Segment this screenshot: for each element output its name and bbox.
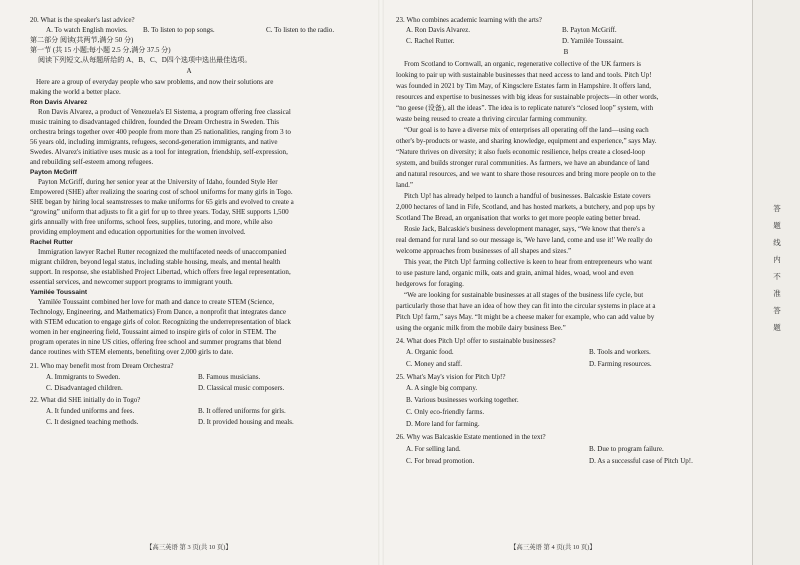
margin-char: 准	[773, 289, 781, 298]
paragraph-line: essential services, and newcomer support programs to immigrant youth.	[30, 278, 233, 286]
paragraph-line: real demand for rural land so our message is, 'We have land, come and use it!' We really do	[396, 236, 653, 244]
paragraph-line: looking to pair up with sustainable businesses that need access to land and tools. Pitch Up!	[396, 71, 652, 79]
paragraph-line: program operates in nine US cities, offering free school and summer programs that blend	[30, 338, 282, 346]
page-footer-right: 【高三英语 第 4 页(共 10 页)】	[510, 544, 596, 551]
q22-option-c: C. It designed teaching methods.	[46, 418, 139, 426]
paragraph-line: providing employment and education opportunities for the women involved.	[30, 228, 246, 236]
paragraph-line: women in her engineering field, Toussaint aimed to inspire girls of color in STEM. The	[30, 328, 277, 336]
q24-option-c: C. Money and staff.	[406, 360, 463, 368]
paragraph-line: system, and builds stronger rural communities. As farmers, we have an abundance of land	[396, 159, 650, 167]
paragraph-line: girls annually with free uniforms, school fees, supplies, tutoring, and more, while also	[30, 218, 273, 226]
paragraph-line: migrant children, beyond legal status, including stable housing, meals, and mental health	[30, 258, 281, 266]
margin-char: 答	[773, 306, 781, 315]
paragraph-line: Swedes. Alvarez's initiative uses music as a tool for integration, friendship, self-expression,	[30, 148, 288, 156]
paragraph-line: Scotland The Bread, an organisation that works to get more people eating better bread.	[396, 214, 641, 222]
paragraph-line: support. In response, she established Project Libertad, which offers free legal representation,	[30, 268, 291, 276]
q22-option-d: D. It provided housing and meals.	[198, 418, 294, 426]
paragraph-line: welcome approaches from businesses of all shapes and sizes.”	[396, 247, 572, 255]
margin-char: 内	[773, 255, 781, 264]
q24-question: 24. What does Pitch Up! offer to sustainable businesses?	[396, 337, 556, 345]
q22-option-a: A. It funded uniforms and fees.	[46, 407, 135, 415]
q25-option-c: C. Only eco-friendly farms.	[406, 408, 485, 416]
paragraph-line: and rebuilding self-esteem among refugees.	[30, 158, 154, 166]
paragraph-line: waste being reused to create a thriving circular farming community.	[396, 115, 587, 123]
q26-option-c: C. For bread promotion.	[406, 457, 475, 465]
margin-char: 不	[773, 272, 781, 281]
paragraph-line: with STEM education to engage girls of color. Recognizing the underrepresentation of black	[30, 318, 291, 326]
person3-name: Rachel Rutter	[30, 239, 73, 246]
q23-option-a: A. Ron Davis Alvarez.	[406, 26, 470, 34]
paragraph-line: From Scotland to Cornwall, an organic, regenerative collective of the UK farmers is	[404, 60, 642, 68]
paragraph-line: Technology, Engineering, and Mathematics) From Dance, a nonprofit that integrates dance	[30, 308, 286, 316]
person1-name: Ron Davis Alvarez	[30, 99, 88, 106]
q26-option-b: B. Due to program failure.	[589, 445, 664, 453]
q25-option-a: A. A single big company.	[406, 384, 478, 392]
q25-question: 25. What's May's vision for Pitch Up!?	[396, 373, 506, 381]
q20-option-a: A. To watch English movies.	[46, 26, 128, 34]
paragraph-line: Empowered (SHE) after realizing the soaring cost of school uniforms for many girls in Togo.	[30, 188, 293, 196]
paragraph-line: and natural resources, and we want to share those resources and bring more people on to the	[396, 170, 656, 178]
paragraph-line: “no geese (设备), all the ideas”. The idea is to replicate nature's “closed loop” system, with	[396, 104, 654, 112]
paragraph-line: dance routines with STEM elements, benefiting over 2,000 girls to date.	[30, 348, 234, 356]
paragraph-line: 56 years old, including immigrants, refugees, second-generation immigrants, and native	[30, 138, 278, 146]
margin-notice	[771, 200, 783, 336]
person4-name: Yamilée Toussaint	[30, 289, 88, 296]
paragraph-line: using the organic milk from the mobile dairy business Bee.”	[396, 324, 566, 332]
intro-line: Here are a group of everyday people who saw problems, and now their solutions are	[36, 78, 274, 86]
section1-instruction: 阅读下列短文,从每题所给的 A、B、C、D四个选项中选出最佳选项。	[38, 56, 252, 64]
right-page	[384, 0, 748, 565]
q21-option-a: A. Immigrants to Sweden.	[46, 373, 121, 381]
part2-title: 第二部分 阅读(共两节,满分 50 分)	[30, 36, 134, 44]
q23-question: 23. Who combines academic learning with the arts?	[396, 16, 542, 24]
left-page	[0, 0, 378, 565]
q20-question: 20. What is the speaker's last advice?	[30, 16, 135, 24]
q26-question: 26. Why was Balcaskie Estate mentioned in the text?	[396, 433, 546, 441]
paragraph-line: other's by-products or waste, and sharing knowledge, equipment and experience,” says May.	[396, 137, 657, 145]
q22-option-b: B. It offered uniforms for girls.	[198, 407, 286, 415]
paragraph-line: Ron Davis Alvarez, a product of Venezuela's El Sistema, a program offering free classical	[38, 108, 291, 116]
paragraph-line: orchestra brings together over 400 people from more than 25 nationalities, ranging from 3 to	[30, 128, 291, 136]
paragraph-line: resources and expertise to businesses with big ideas for sustainable projects—in other words,	[396, 93, 659, 101]
q22-question: 22. What did SHE initially do in Togo?	[30, 396, 141, 404]
page-footer-left: 【高三英语 第 3 页(共 10 页)】	[146, 544, 232, 551]
paragraph-line: Yamilée Toussaint combined her love for math and dance to create STEM (Science,	[38, 298, 275, 306]
paragraph-line: Pitch Up! farm,” says May. “It might be a cheese maker for example, who can add value by	[396, 313, 655, 321]
q21-question: 21. Who may benefit most from Dream Orchestra?	[30, 362, 174, 370]
q23-option-b: B. Payton McGriff.	[562, 26, 617, 34]
paragraph-line: was founded in 2021 by Tim May, of Kingsclere Estates farm in Hampshire. It offers land,	[396, 82, 652, 90]
q23-option-c: C. Rachel Rutter.	[406, 37, 455, 45]
q24-option-b: B. Tools and workers.	[589, 348, 651, 356]
paragraph-line: music training to disadvantaged children, founded the Dream Orchestra in Sweden. This	[30, 118, 279, 126]
margin-char: 答	[773, 204, 781, 213]
q26-option-d: D. As a successful case of Pitch Up!.	[589, 457, 693, 465]
paragraph-line: “Nature thrives on diversity; it also fuels economic resilience, helps create a closed-loop	[396, 148, 646, 156]
binding-margin	[752, 0, 800, 565]
paragraph-line: to use pasture land, organic milk, oats and grain, animal hides, woad, wool and even	[396, 269, 634, 277]
q25-option-d: D. More land for farming.	[406, 420, 480, 428]
paragraph-line: 2,000 hectares of land in Fife, Scotland, and has hosted markets, a butchery, and pop ups by	[396, 203, 655, 211]
person2-name: Payton McGriff	[30, 169, 77, 176]
q21-option-d: D. Classical music composers.	[198, 384, 285, 392]
paragraph-line: Pitch Up! has already helped to launch a handful of businesses. Balcaskie Estate covers	[404, 192, 651, 200]
passage-b-label: B	[563, 48, 569, 56]
margin-char: 题	[773, 221, 781, 230]
paragraph-line: particularly those that have an idea of how they can fit into the circular systems in place at a	[396, 302, 656, 310]
q24-option-d: D. Farming resources.	[589, 360, 652, 368]
q21-option-c: C. Disadvantaged children.	[46, 384, 123, 392]
q20-option-c: C. To listen to the radio.	[266, 26, 335, 34]
passage-a-label: A	[186, 67, 192, 75]
paragraph-line: This year, the Pitch Up! farming collective is keen to hear from entrepreneurs who want	[404, 258, 653, 266]
q23-option-d: D. Yamilée Toussaint.	[562, 37, 624, 45]
margin-char: 线	[773, 238, 781, 247]
q24-option-a: A. Organic food.	[406, 348, 454, 356]
paragraph-line: Payton McGriff, during her senior year at the University of Idaho, founded Style Her	[38, 178, 278, 186]
paragraph-line: land.”	[396, 181, 414, 189]
q20-option-b: B. To listen to pop songs.	[143, 26, 215, 34]
section1-title: 第一节 (共 15 小题;每小题 2.5 分,满分 37.5 分)	[30, 46, 171, 54]
paragraph-line: “growing” uniform that adjusts to fit a girl for up to three years. Today, SHE supports 1,500	[30, 208, 289, 216]
paragraph-line: SHE began by hiring local seamstresses to make uniforms for 65 girls and evolved to create a	[30, 198, 294, 206]
margin-char: 题	[773, 323, 781, 332]
q21-option-b: B. Famous musicians.	[198, 373, 261, 381]
paragraph-line: Immigration lawyer Rachel Rutter recognized the multifaceted needs of unaccompanied	[38, 248, 287, 256]
paragraph-line: hedgerows for foraging.	[396, 280, 464, 288]
intro-line: making the world a better place.	[30, 88, 121, 96]
paragraph-line: “Our goal is to have a diverse mix of enterprises all operating off the land—using each	[404, 126, 649, 134]
paragraph-line: “We are looking for sustainable businesses at all stages of the business life cycle, but	[404, 291, 644, 299]
q25-option-b: B. Various businesses working together.	[406, 396, 519, 404]
q26-option-a: A. For selling land.	[406, 445, 461, 453]
paragraph-line: Rosie Jack, Balcaskie's business development manager, says, “We know that there's a	[404, 225, 645, 233]
